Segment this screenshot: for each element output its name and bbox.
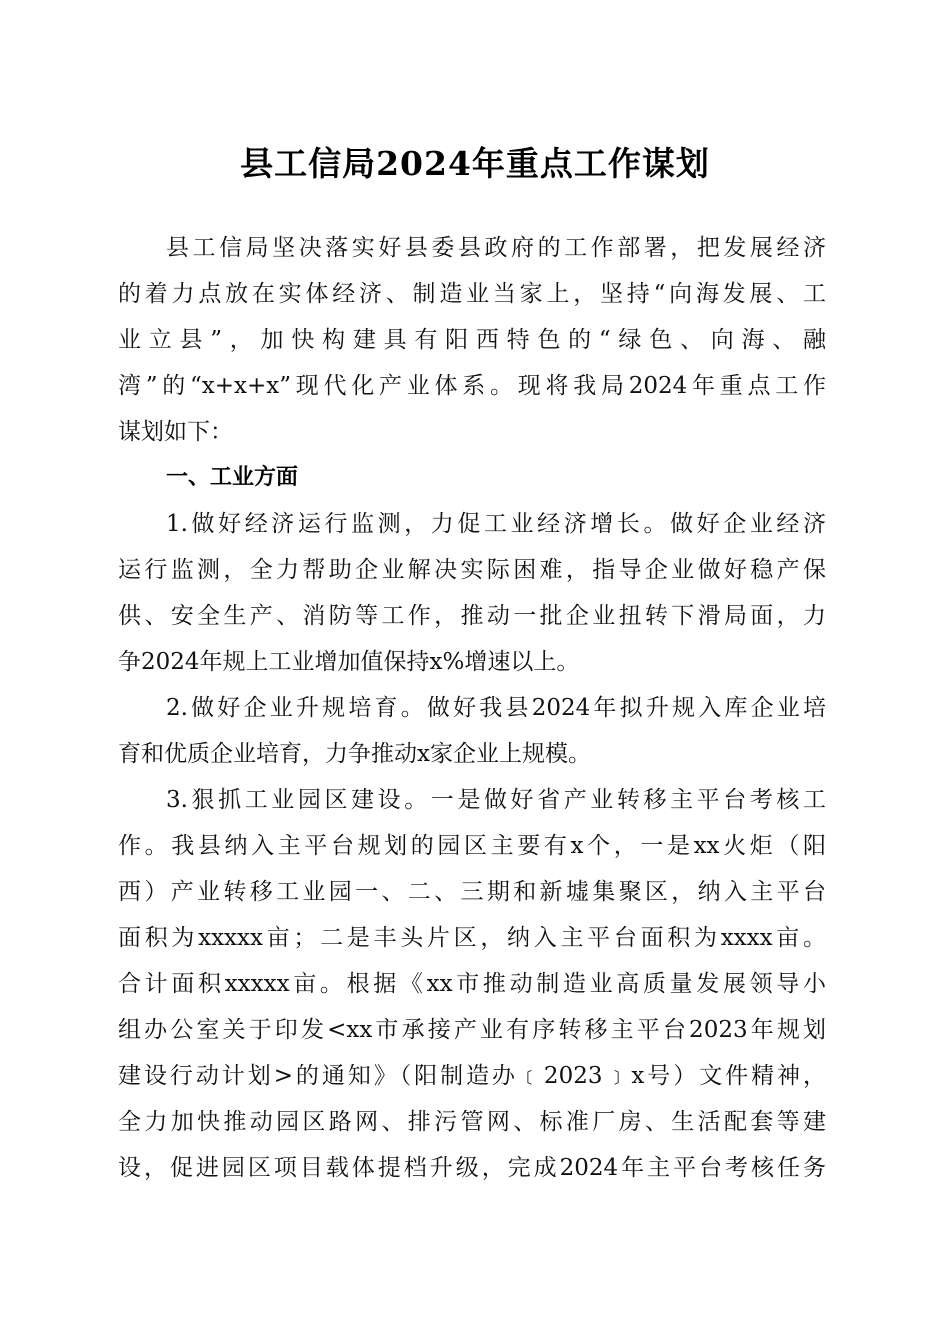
paragraph-line: 业立县”，加快构建具有阳西特色的“绿色、向海、融 — [118, 327, 826, 353]
paragraph-line: 供、安全生产、消防等工作，推动一批企业扭转下滑局面，力 — [118, 603, 826, 629]
paragraph-line: 2.做好企业升规培育。做好我县2024年拟升规入库企业培 — [166, 695, 826, 721]
paragraph-line: 的着力点放在实体经济、制造业当家上，坚持“向海发展、工 — [118, 281, 826, 307]
paragraph-line: 运行监测，全力帮助企业解决实际困难，指导企业做好稳产保 — [118, 557, 826, 583]
paragraph-line: 全力加快推动园区路网、排污管网、标准厂房、生活配套等建 — [118, 1109, 826, 1135]
paragraph-line: 西）产业转移工业园一、二、三期和新墟集聚区，纳入主平台 — [118, 879, 826, 905]
paragraph-line: 争2024年规上工业增加值保持x%增速以上。 — [118, 649, 580, 675]
paragraph-line: 组办公室关于印发<xx市承接产业有序转移主平台2023年规划 — [118, 1017, 826, 1043]
paragraph-line: 设，促进园区项目载体提档升级，完成2024年主平台考核任务 — [118, 1155, 826, 1181]
paragraph-line: 谋划如下： — [118, 419, 233, 445]
paragraph-line: 合计面积xxxxx亩。根据《xx市推动制造业高质量发展领导小 — [118, 971, 826, 997]
paragraph-line: 建设行动计划>的通知》（阳制造办﹝2023﹞x号）文件精神， — [118, 1063, 826, 1089]
paragraph-line: 1.做好经济运行监测，力促工业经济增长。做好企业经济 — [166, 511, 826, 537]
paragraph-line: 面积为xxxxx亩；二是丰头片区，纳入主平台面积为xxxx亩。 — [118, 925, 826, 951]
paragraph-line: 育和优质企业培育，力争推动x家企业上规模。 — [118, 741, 591, 767]
paragraph-line: 湾”的“x+x+x”现代化产业体系。现将我局2024年重点工作 — [118, 373, 826, 399]
paragraph-line: 作。我县纳入主平台规划的园区主要有x个，一是xx火炬（阳 — [118, 833, 826, 859]
document-title: 县工信局2024年重点工作谋划 — [240, 144, 710, 183]
paragraph-line: 3.狠抓工业园区建设。一是做好省产业转移主平台考核工 — [166, 787, 826, 813]
paragraph-line: 县工信局坚决落实好县委县政府的工作部署，把发展经济 — [166, 235, 826, 261]
section-heading: 一、工业方面 — [166, 465, 299, 490]
